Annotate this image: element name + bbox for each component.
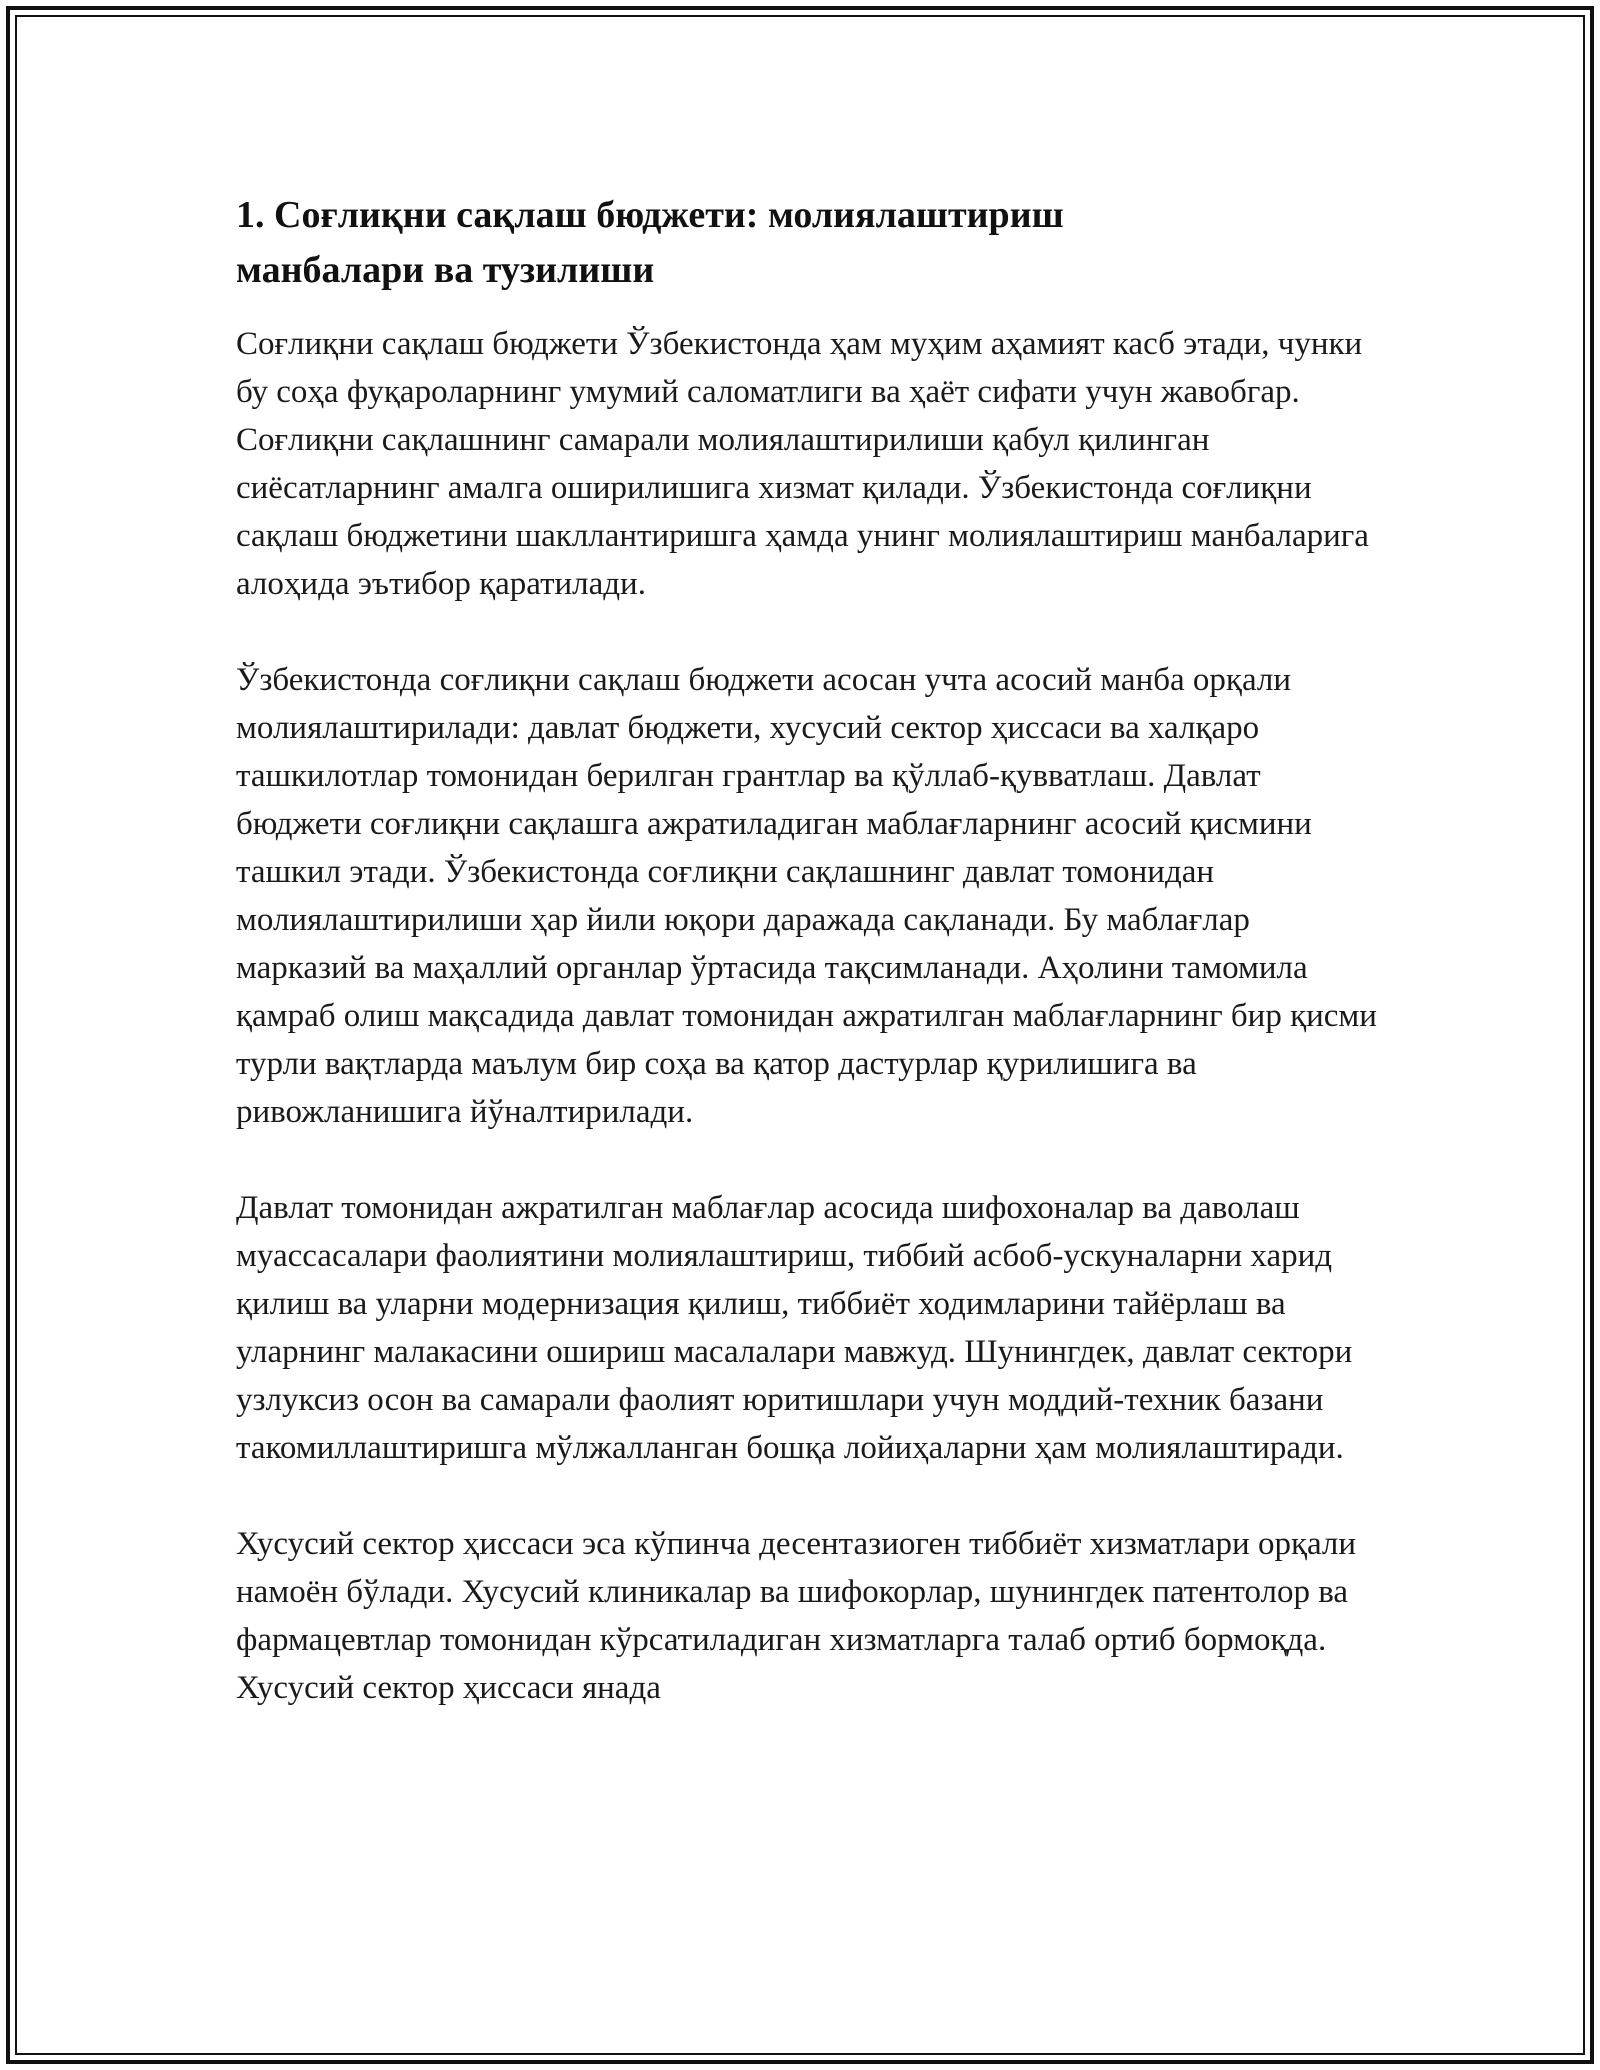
paragraph-4: Хусусий сектор ҳиссаси эса кўпинча десентазиоген тиббиёт хизматлари орқали намоён бўлади. Хусусий клиникалар ва шифокорлар, шунингдек патентолор ва фармацевтлар томонидан кўрсатиладиган хизматларга талаб ортиб бормоқда. Хусусий сектор ҳиссаси янада <box>236 1526 1357 1706</box>
paragraph-1: Соғлиқни сақлаш бюджети Ўзбекистонда ҳам муҳим аҳамият касб этади, чунки бу соҳа фуқароларнинг умумий саломатлиги ва ҳаёт сифати учун жавобгар. Соғлиқни сақлашнинг самарали молиялаштирилиши қабул қилинган сиёсатларнинг амалга оширилишига хизмат қилади. Ўзбекистонда соғлиқни сақлаш бюджетини шакллантиришга ҳамда унинг молиялаштириш манбаларига алоҳида эътибор қаратилади. <box>236 326 1369 602</box>
paragraph-3: Давлат томонидан ажратилган маблағлар асосида шифохоналар ва даволаш муассасалари фаолиятини молиялаштириш, тиббий асбоб-ускуналарни харид қилиш ва уларни модернизация қилиш, тиббиёт ходимларини тайёрлаш ва уларнинг малакасини ошириш масалалари мавжуд. Шунингдек, давлат сектори узлуксиз осон ва самарали фаолият юритишлари учун моддий-техник базани такомиллаштиришга мўлжалланган бошқа лойиҳаларни ҳам молиялаштиради. <box>236 1190 1353 1466</box>
paragraph-2: Ўзбекистонда соғлиқни сақлаш бюджети асосан учта асосий манба орқали молиялаштирилади: давлат бюджети, хусусий сектор ҳиссаси ва халқаро ташкилотлар томонидан берилган грантлар ва қўллаб-қувватлаш. Давлат бюджети соғлиқни сақлашга ажратиладиган маблағларнинг асосий қисмини ташкил этади. Ўзбекистонда соғлиқни сақлашнинг давлат томонидан молиялаштирилиши ҳар йили юқори даражада сақланади. Бу маблағлар марказий ва маҳаллий органлар ўртасида тақсимланади. Аҳолини тамомила қамраб олиш мақсадида давлат томонидан ажратилган маблағларнинг бир қисми турли вақтларда маълум бир соҳа ва қатор дастурлар қурилишига ва ривожланишига йўналтирилади. <box>236 662 1377 1130</box>
document-body <box>236 188 1386 1760</box>
section-heading: 1. Соғлиқни сақлаш бюджети: молиялаштириш манбалари ва тузилиши <box>236 194 1064 291</box>
